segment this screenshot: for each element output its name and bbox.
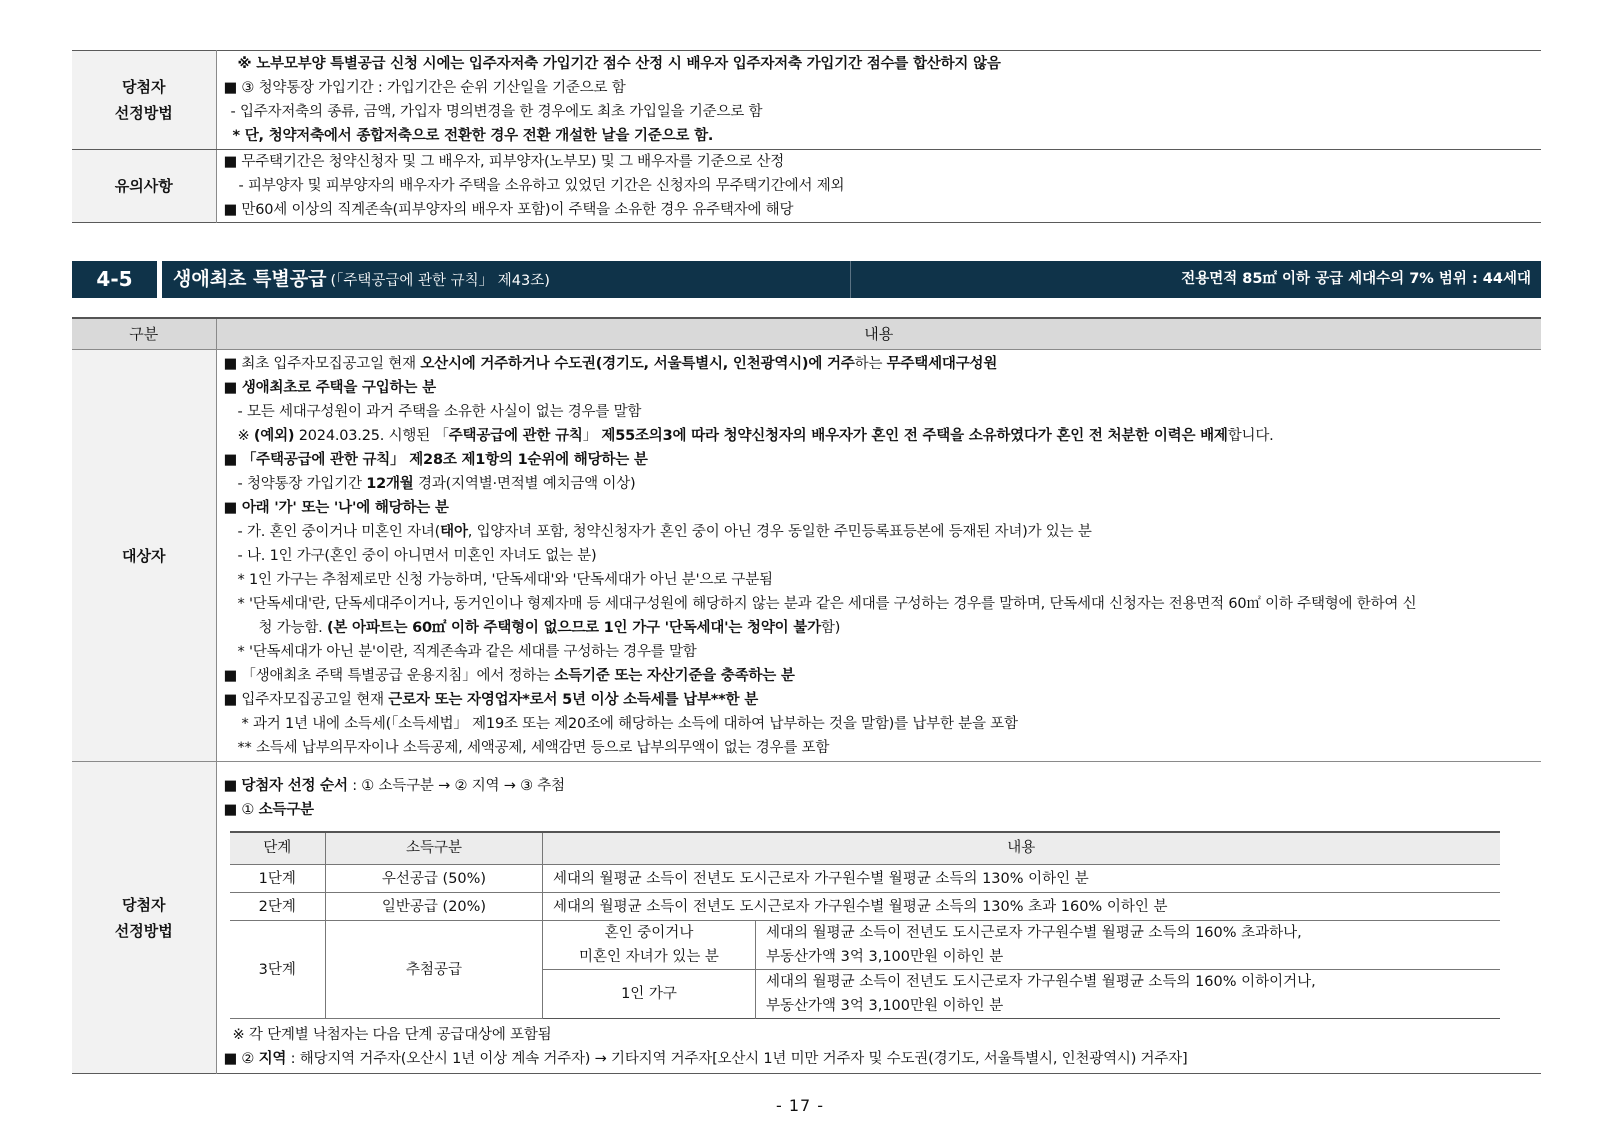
asterisk-line: * 1인 가구는 추첨제로만 신청 가능하며, '단독세대'와 '단독세대가 아닌 분'으로 구분됨: [237, 572, 773, 588]
inner-header-stage: 단계: [230, 832, 326, 865]
stage-note: ※ 각 단계별 낙첨자는 다음 단계 공급대상에 포함됨: [232, 1027, 552, 1043]
eligibility-table-continued: [72, 50, 1541, 223]
bullet-line: ■ 최초 입주자모집공고일 현재 오산시에 거주하거나 수도권(경기도, 서울특별시, 인천광역시)에 거주하는 무주택세대구성원: [223, 356, 998, 372]
header-category: 구분: [72, 318, 216, 350]
inner-header-content: 내용: [543, 832, 1500, 865]
row-label-selection-method: 당첨자 선정방법: [72, 762, 216, 1074]
bullet-line: ■ 무주택기간은 청약신청자 및 그 배우자, 피부양자(노부모) 및 그 배우자를 기준으로 산정: [223, 154, 785, 170]
bullet-line: ■ 생애최초로 주택을 구입하는 분: [223, 380, 436, 396]
supply-summary: 전용면적 85㎡ 이하 공급 세대수의 7% 범위 : 44세대: [1181, 271, 1531, 287]
dash-line: - 입주자저축의 종류, 금액, 가입자 명의변경을 한 경우에도 최초 가입일을 기준으로 함: [230, 104, 763, 120]
selection-order: ■ 당첨자 선정 순서 : ① 소득구분 → ② 지역 → ③ 추첨: [223, 778, 565, 794]
dash-line: - 모든 세대구성원이 과거 주택을 소유한 사실이 없는 경우를 말함: [237, 404, 642, 420]
bullet-line: ■ 만60세 이상의 직계존속(피부양자의 배우자 포함)이 주택을 소유한 경우 유주택자에 해당: [223, 202, 794, 218]
table-row: 1인 가구 세대의 월평균 소득이 전년도 도시근로자 가구원수별 월평균 소득의 160% 이하이거나, 부동산가액 3억 3,100만원 이하인 분: [230, 970, 1500, 1019]
inner-header-income-type: 소득구분: [326, 832, 543, 865]
asterisk-line: * 단, 청약저축에서 종합저축으로 전환한 경우 전환 개설한 날을 기준으로 함.: [232, 128, 714, 144]
table-row: 2단계 일반공급 (20%) 세대의 월평균 소득이 전년도 도시근로자 가구원수별 월평균 소득의 130% 초과 160% 이하인 분: [230, 893, 1500, 921]
row-label-target: 대상자: [72, 350, 216, 762]
dash-line: - 청약통장 가입기간 12개월 경과(지역별·면적별 예치금액 이상): [237, 476, 636, 492]
dash-line: - 가. 혼인 중이거나 미혼인 자녀(태아, 입양자녀 포함, 청약신청자가 혼인 중이 아닌 경우 동일한 주민등록표등본에 등재된 자녀)가 있는 분: [237, 524, 1092, 540]
asterisk-line: * '단독세대'란, 단독세대주이거나, 동거인이나 형제자매 등 세대구성원에 해당하지 않는 분과 같은 세대를 구성하는 경우를 말하며, 단독세대 신청자는 전용면적 60㎡ 이하 주택형에 한하여 신: [237, 596, 1417, 612]
row-label-notes: 유의사항: [72, 150, 216, 223]
section-number: 4-5: [72, 261, 157, 298]
region-line: ■ ② 지역 : 해당지역 거주자(오산시 1년 이상 계속 거주자) → 기타지역 거주자[오산시 1년 미만 거주자 및 수도권(경기도, 서울특별시, 인천광역시) 거주자]: [223, 1051, 1188, 1067]
bar-divider: [850, 261, 851, 298]
exception-note: ※ (예외) 2024.03.25. 시행된 「주택공급에 관한 규칙」 제55조의3에 따라 청약신청자의 배우자가 혼인 전 주택을 소유하였다가 혼인 전 처분한 이력은 배제합니다.: [237, 428, 1274, 444]
asterisk-line: * '단독세대가 아닌 분'이란, 직계존속과 같은 세대를 구성하는 경우를 말함: [237, 644, 697, 660]
asterisk-line: * 과거 1년 내에 소득세(「소득세법」 제19조 또는 제20조에 해당하는 소득에 대하여 납부하는 것을 말함)를 납부한 분을 포함: [241, 716, 1018, 732]
header-content: 내용: [216, 318, 1541, 350]
row-label-selection-method: 당첨자 선정방법: [72, 51, 216, 150]
dash-line: - 나. 1인 가구(혼인 중이 아니면서 미혼인 자녀도 없는 분): [237, 548, 597, 564]
section-header-bar: [72, 261, 1541, 298]
section-subtitle: (「주택공급에 관한 규칙」 제43조): [330, 273, 550, 289]
bullet-line: ■ 「생애최초 주택 특별공급 운용지침」에서 정하는 소득기준 또는 자산기준을 충족하는 분: [223, 668, 795, 684]
page-number: - 17 -: [775, 1096, 825, 1115]
table-row: 3단계 추첨공급 혼인 중이거나 미혼인 자녀가 있는 분 세대의 월평균 소득이 전년도 도시근로자 가구원수별 월평균 소득의 160% 초과하나, 부동산가액 3억 3,100만원 이하인 분: [230, 921, 1500, 970]
table-row: 1단계 우선공급 (50%) 세대의 월평균 소득이 전년도 도시근로자 가구원수별 월평균 소득의 130% 이하인 분: [230, 865, 1500, 893]
income-category-table: [230, 831, 1500, 1019]
bullet-line: ■ 아래 '가' 또는 '나'에 해당하는 분: [223, 500, 449, 516]
income-heading: ■ ① 소득구분: [223, 802, 314, 818]
bullet-line: ■ 입주자모집공고일 현재 근로자 또는 자영업자*로서 5년 이상 소득세를 납부**한 분: [223, 692, 759, 708]
asterisk-line: ** 소득세 납부의무자이나 소득공제, 세액공제, 세액감면 등으로 납부의무액이 없는 경우를 포함: [237, 740, 830, 756]
first-time-buyer-table: [72, 317, 1541, 1074]
section-title: 생애최초 특별공급 (「주택공급에 관한 규칙」 제43조): [173, 268, 550, 290]
bullet-line: ■ 「주택공급에 관한 규칙」 제28조 제1항의 1순위에 해당하는 분: [223, 452, 648, 468]
asterisk-line-cont: 청 가능함. (본 아파트는 60㎡ 이하 주택형이 없으므로 1인 가구 '단독세대'는 청약이 불가함): [258, 620, 841, 636]
note-line: ※ 노부모부양 특별공급 신청 시에는 입주자저축 가입기간 점수 산정 시 배우자 입주자저축 가입기간 점수를 합산하지 않음: [237, 56, 1001, 72]
bullet-line: ■ ③ 청약통장 가입기간 : 가입기간은 순위 기산일을 기준으로 함: [223, 80, 626, 96]
dash-line: - 피부양자 및 피부양자의 배우자가 주택을 소유하고 있었던 기간은 신청자의 무주택기간에서 제외: [238, 178, 845, 194]
